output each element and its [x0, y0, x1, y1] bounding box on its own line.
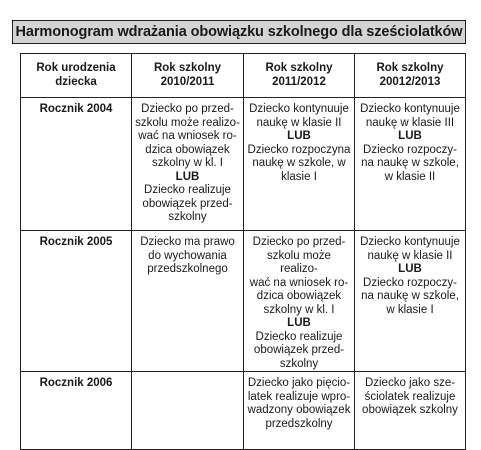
row-label: Rocznik 2005 — [21, 231, 132, 372]
cell-line: wadzony obowiązek — [247, 404, 351, 416]
cell-line: Dziecko rozpoczy- — [363, 143, 457, 156]
header-year-2012 — [355, 54, 466, 98]
cell-line: szkolu może realizo- — [267, 249, 331, 275]
cell-line: dzica obowiązek — [145, 143, 230, 156]
cell-line: na naukę w szkole, — [361, 157, 459, 169]
header-line: dziecka — [55, 75, 97, 88]
cell-line: naukę w szkole, w — [252, 157, 346, 169]
cell-line: Dziecko rozpoczy- — [363, 276, 457, 289]
cell-line: szkolny — [279, 357, 319, 370]
header-birth-year — [21, 54, 132, 98]
cell-line: obowiązek przed- — [253, 344, 345, 356]
table-cell — [355, 372, 466, 450]
table-cell — [132, 98, 244, 231]
cell-line: przedszkolnego — [147, 263, 228, 275]
cell-line: Dziecko realizuje — [255, 330, 343, 343]
cell-line: naukę w klasie III — [365, 116, 455, 129]
cell-line: Dziecko rozpoczyna — [247, 143, 351, 156]
table-cell — [132, 372, 244, 450]
cell-line: Dziecko po przed- — [252, 236, 346, 248]
cell-line: przedszkolny — [265, 417, 333, 430]
cell-line: wać na wniosek ro- — [249, 276, 349, 289]
cell-line: Dziecko kontynuuje — [249, 103, 349, 115]
cell-line: naukę w klasie II — [367, 249, 453, 262]
header-year-2011 — [244, 54, 355, 98]
table-row — [21, 98, 466, 231]
table-cell — [244, 98, 355, 231]
cell-line: szkolny — [168, 211, 207, 223]
cell-line: obowiązek przed- — [142, 197, 233, 210]
cell-line: Dziecko po przed- — [141, 103, 234, 115]
cell-line: Dziecko kontynuuje — [360, 103, 460, 115]
table-cell — [244, 372, 355, 450]
header-line: 2011/2012 — [272, 75, 326, 88]
table-row — [21, 372, 466, 450]
table-cell — [132, 231, 244, 372]
cell-line: do wychowania — [148, 249, 227, 262]
cell-line: Dziecko ma prawo — [140, 236, 235, 248]
cell-line: latek realizuje wpro- — [247, 390, 351, 403]
cell-line: szkolu może realizo- — [135, 116, 240, 129]
cell-line: Dziecko kontynuuje — [360, 236, 460, 248]
table-cell — [355, 98, 466, 231]
cell-separator: LUB — [398, 263, 422, 275]
cell-line: naukę w klasie II — [256, 116, 342, 129]
row-label: Rocznik 2004 — [21, 98, 132, 231]
cell-line: dzica obowiązek — [256, 290, 342, 302]
cell-line: wać na wniosek ro- — [138, 130, 237, 142]
cell-line: obowiązek szkolny — [362, 404, 458, 416]
header-row — [21, 54, 466, 98]
row-label: Rocznik 2006 — [21, 372, 132, 450]
header-line: Rok szkolny — [265, 62, 333, 74]
cell-line: Dziecko jako sze- — [364, 377, 456, 389]
cell-line: szkolny w kl. I — [152, 157, 223, 169]
cell-line: klasie I — [281, 170, 317, 183]
cell-line: w klasie II — [384, 170, 436, 183]
cell-line: Dziecko jako pięcio- — [247, 377, 351, 389]
schedule-table — [20, 53, 466, 450]
cell-line: w klasie I — [386, 303, 434, 316]
header-line: Rok urodzenia — [36, 62, 116, 74]
header-line: 20012/2013 — [379, 75, 441, 88]
header-year-2010 — [132, 54, 244, 98]
cell-line: szkolny w kl. I — [263, 303, 335, 316]
table-row — [21, 231, 466, 372]
header-line: 2010/2011 — [160, 75, 215, 88]
cell-line: na naukę w szkole, — [361, 290, 459, 302]
cell-separator: LUB — [287, 130, 311, 142]
cell-separator: LUB — [398, 130, 422, 142]
cell-separator: LUB — [175, 170, 200, 183]
document-title: Harmonogram wdrażania obowiązku szkolnego dla sześciolatków — [12, 20, 466, 44]
header-line: Rok szkolny — [376, 62, 444, 74]
table-cell — [244, 231, 355, 372]
cell-line: Dziecko realizuje — [144, 184, 231, 196]
header-line: Rok szkolny — [153, 62, 222, 74]
table-cell — [355, 231, 466, 372]
cell-separator: LUB — [287, 317, 311, 329]
cell-line: ściolatek realizuje — [364, 390, 456, 403]
